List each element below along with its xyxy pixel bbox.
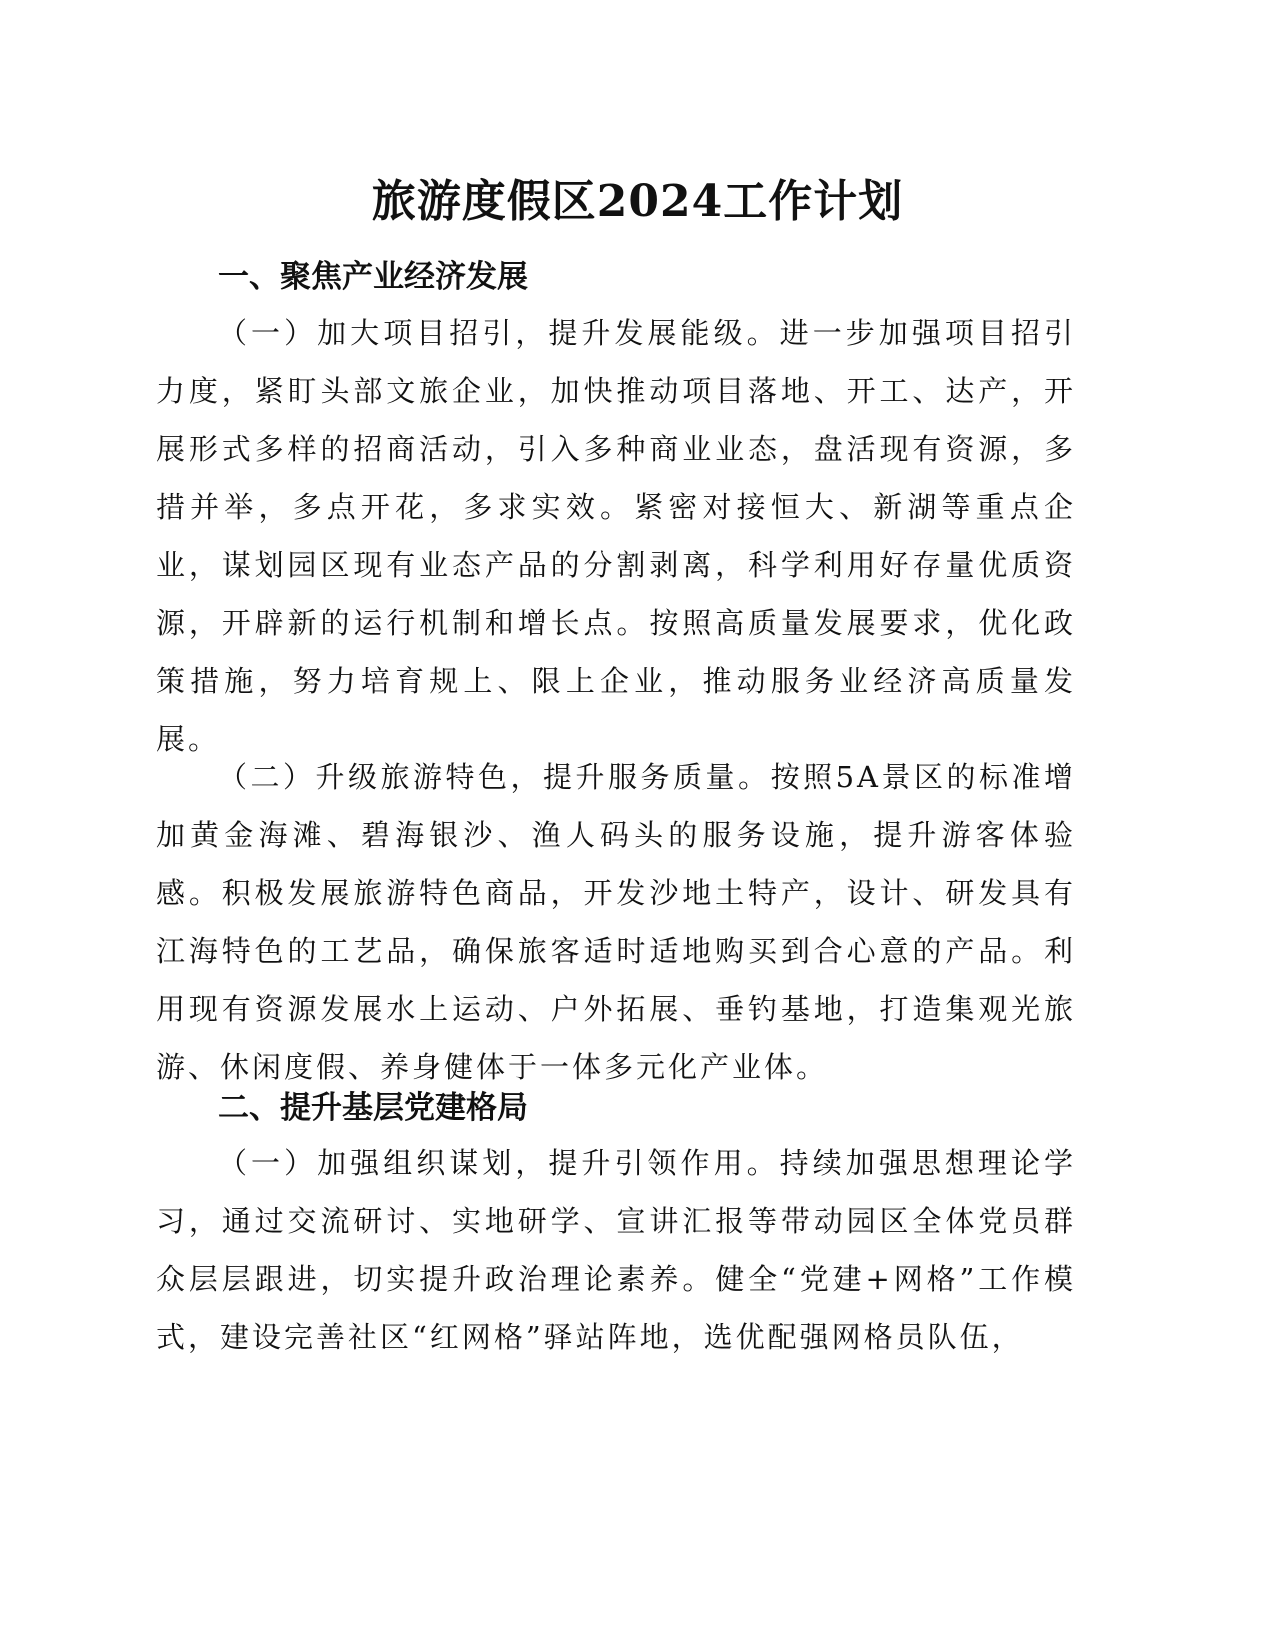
paragraph-2-1: （一）加强组织谋划，提升引领作用。持续加强思想理论学习，通过交流研讨、实地研学、宣讲汇报等带动园区全体党员群众层层跟进，切实提升政治理论素养。健全“党建+网格”工作模式，建设完善社区“红网格”驿站阵地，选优配强网格员队伍， — [156, 1146, 1076, 1354]
section-heading-2: 二、提升基层党建格局 — [218, 1090, 528, 1126]
paragraph-1-1: （一）加大项目招引，提升发展能级。进一步加强项目招引力度，紧盯头部文旅企业，加快推动项目落地、开工、达产，开展形式多样的招商活动，引入多种商业业态，盘活现有资源，多措并举，多点开花，多求实效。紧密对接恒大、新湖等重点企业，谋划园区现有业态产品的分割剥离，科学利用好存量优质资源，开辟新的运行机制和增长点。按照高质量发展要求，优化政策措施，努力培育规上、限上企业，推动服务业经济高质量发展。 — [156, 316, 1076, 756]
document-title: 旅游度假区2024工作计划 — [371, 176, 904, 227]
section-heading-1: 一、聚焦产业经济发展 — [218, 259, 528, 295]
paragraph-1-2: （二）升级旅游特色，提升服务质量。按照5A景区的标准增加黄金海滩、碧海银沙、渔人码头的服务设施，提升游客体验感。积极发展旅游特色商品，开发沙地土特产，设计、研发具有江海特色的工艺品，确保旅客适时适地购买到合心意的产品。利用现有资源发展水上运动、户外拓展、垂钓基地，打造集观光旅游、休闲度假、养身健体于一体多元化产业体。 — [156, 760, 1076, 1084]
